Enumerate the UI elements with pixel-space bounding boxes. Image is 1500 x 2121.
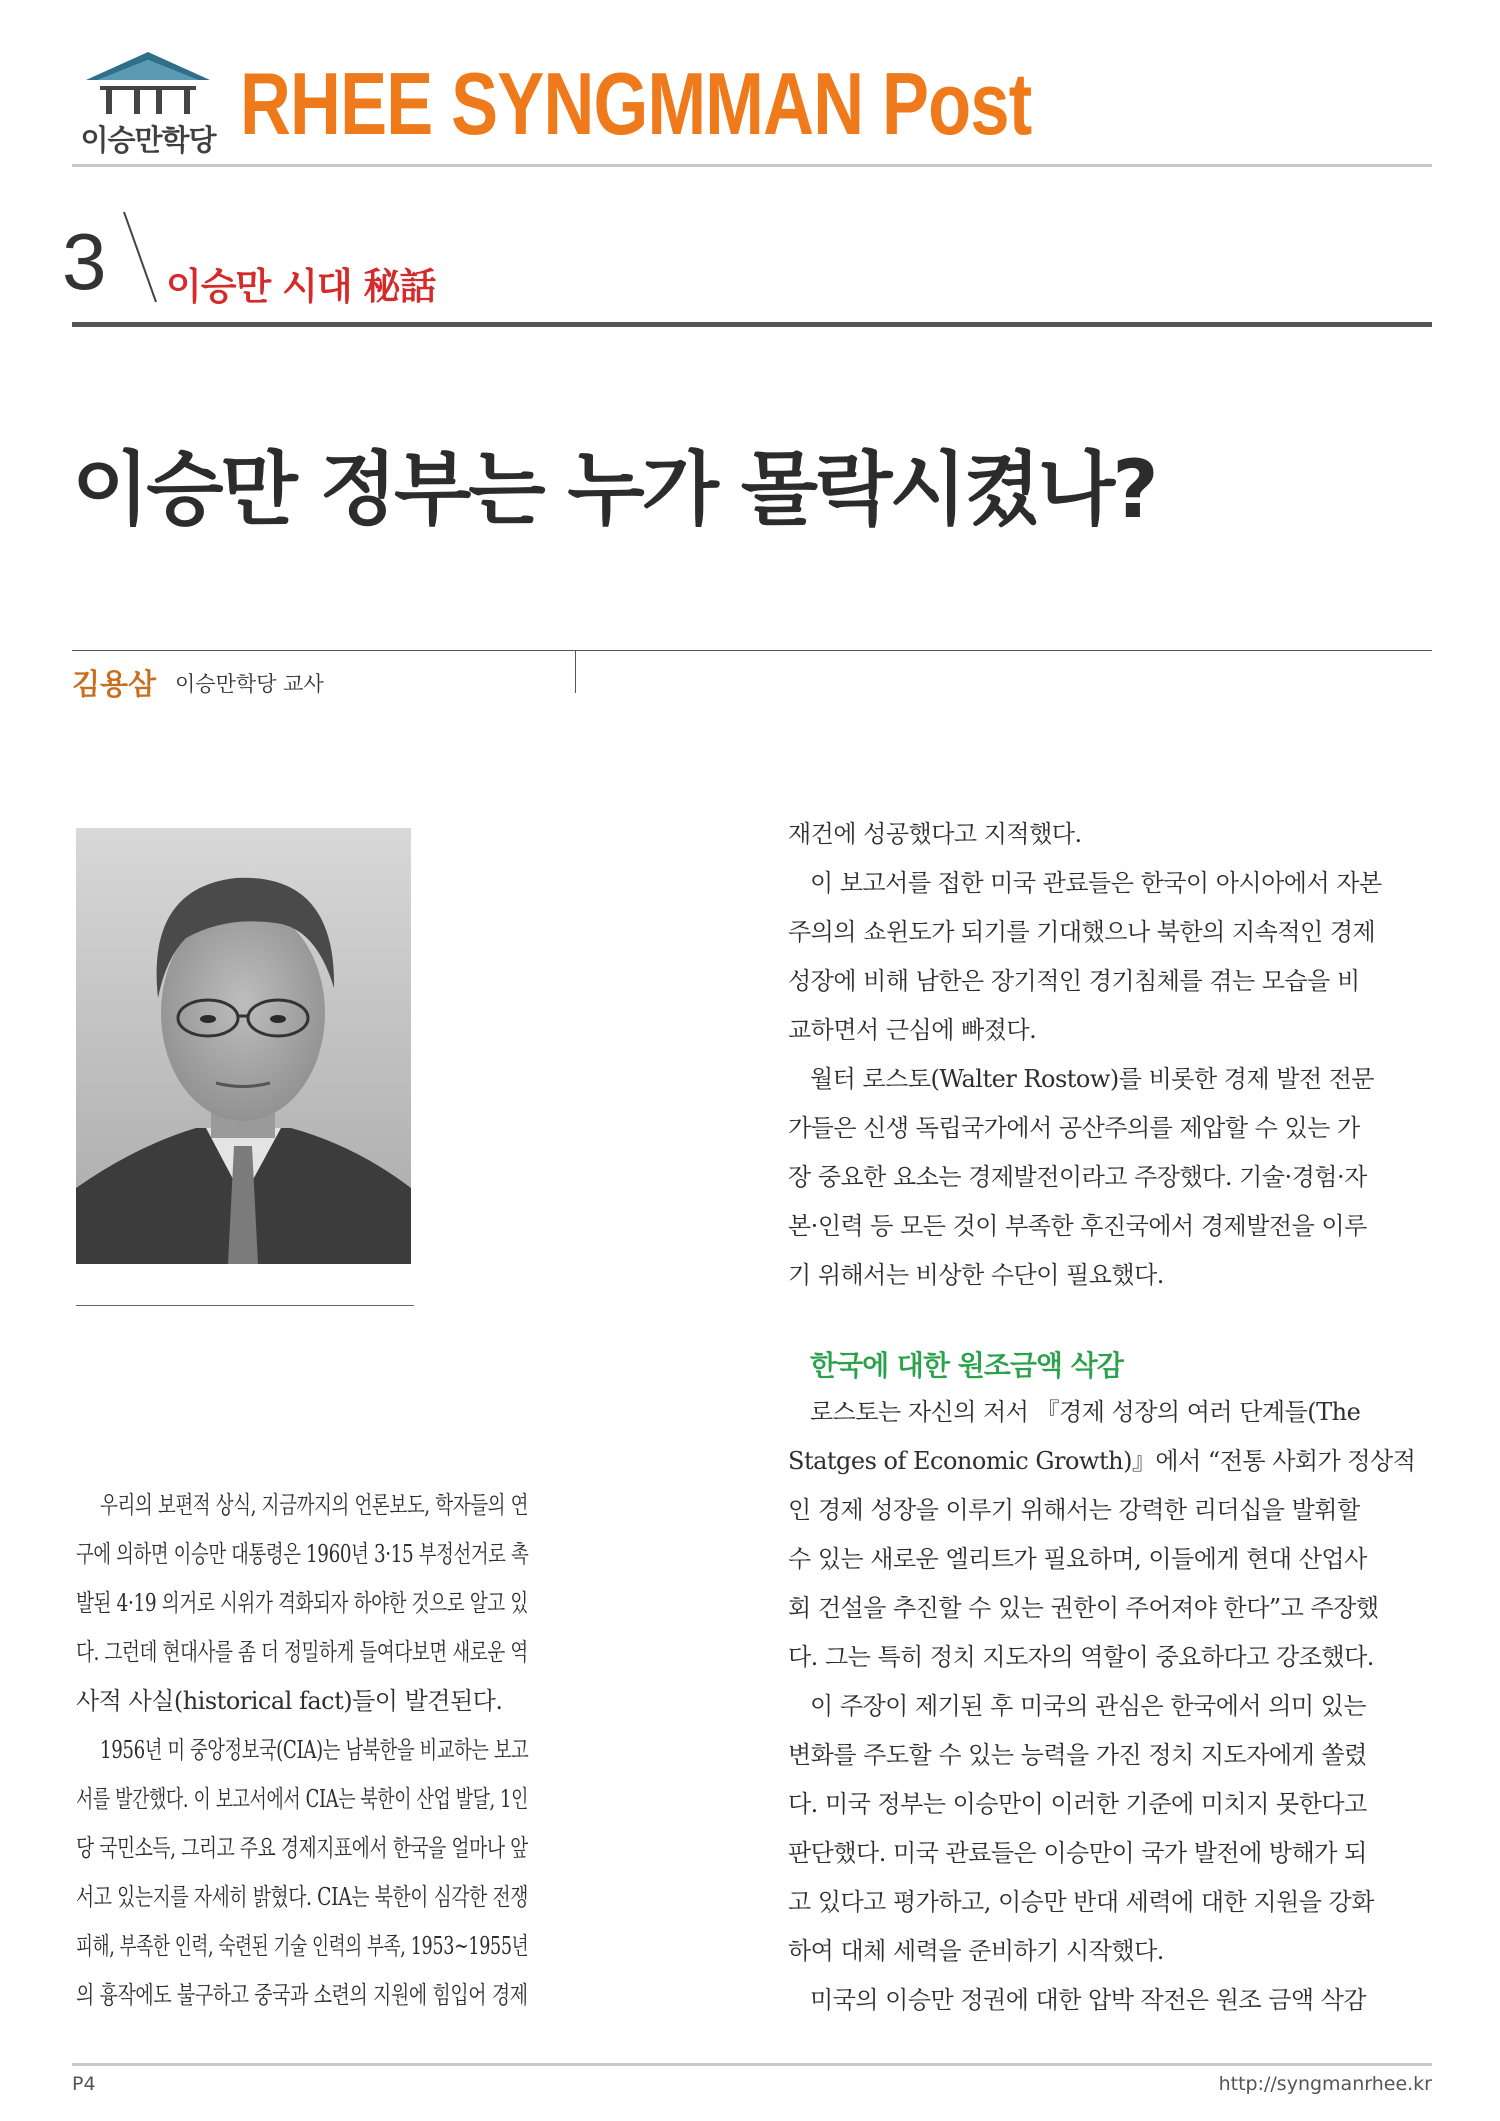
section-label: 이승만 시대 秘話	[166, 265, 436, 308]
right-column-line: 성장에 비해 남한은 장기적인 경기침체를 겪는 모습을 비	[788, 967, 1360, 995]
right-column-line: 변화를 주도할 수 있는 능력을 가진 정치 지도자에게 쏠렸	[788, 1741, 1367, 1769]
right-column-line: 본·인력 등 모든 것이 부족한 후진국에서 경제발전을 이루	[788, 1212, 1367, 1240]
right-column-line: 회 건설을 추진할 수 있는 권한이 주어져야 한다”고 주장했	[788, 1594, 1379, 1622]
right-column-line: 기 위해서는 비상한 수단이 필요했다.	[788, 1261, 1164, 1289]
right-column-line: 교하면서 근심에 빠졌다.	[788, 1016, 1037, 1044]
house-logo-icon	[86, 52, 210, 116]
right-column-line: 인 경제 성장을 이루기 위해서는 강력한 리더십을 발휘할	[788, 1496, 1360, 1524]
left-column-line: 다. 그런데 현대사를 좀 더 정밀하게 들여다보면 새로운 역	[76, 1638, 528, 1666]
right-column-line: 월터 로스토(Walter Rostow)를 비롯한 경제 발전 전문	[810, 1065, 1375, 1093]
logo-text: 이승만학당	[80, 123, 216, 157]
left-column-line: 구에 의하면 이승만 대통령은 1960년 3·15 부정선거로 촉	[76, 1540, 529, 1568]
right-column-line: 다. 그는 특히 정치 지도자의 역할이 중요하다고 강조했다.	[788, 1643, 1374, 1671]
left-column-line: 서고 있는지를 자세히 밝혔다. CIA는 북한이 심각한 전쟁	[76, 1883, 529, 1911]
masthead-logo	[68, 52, 228, 157]
author-name: 김용삼	[72, 667, 157, 701]
author-photo	[76, 828, 411, 1264]
right-column-line: 장 중요한 요소는 경제발전이라고 주장했다. 기술·경험·자	[788, 1163, 1367, 1191]
left-column-line: 피해, 부족한 인력, 숙련된 기술 인력의 부족, 1953~1955년	[76, 1932, 529, 1960]
article-headline: 이승만 정부는 누가 몰락시켰나?	[72, 443, 1156, 536]
left-column-line: 발된 4·19 의거로 시위가 격화되자 하야한 것으로 알고 있	[76, 1589, 528, 1617]
left-column-line: 당 국민소득, 그리고 주요 경제지표에서 한국을 얼마나 앞	[76, 1834, 528, 1862]
left-column-line: 우리의 보편적 상식, 지금까지의 언론보도, 학자들의 연	[100, 1491, 529, 1519]
photo-caption-divider	[76, 1305, 414, 1306]
right-column-line: 이 보고서를 접한 미국 관료들은 한국이 아시아에서 자본	[810, 869, 1382, 897]
right-column-line: 재건에 성공했다고 지적했다.	[788, 820, 1082, 848]
masthead-title: RHEE SYNGMMAN Post	[240, 54, 1032, 153]
left-column-line: 사적 사실(historical fact)들이 발견된다.	[76, 1687, 503, 1715]
right-column-line: 가들은 신생 독립국가에서 공산주의를 제압할 수 있는 가	[788, 1114, 1360, 1142]
slash-divider-icon	[120, 210, 160, 306]
author-role: 이승만학당 교사	[175, 672, 324, 696]
right-column-line: 하여 대체 세력을 준비하기 시작했다.	[788, 1937, 1164, 1965]
left-column-line: 1956년 미 중앙정보국(CIA)는 남북한을 비교하는 보고	[100, 1736, 529, 1764]
byline-divider	[72, 650, 1432, 651]
section-number: 3	[62, 217, 107, 306]
footer-url[interactable]: http://syngmanrhee.kr	[1218, 2073, 1432, 2095]
right-column-line: 로스토는 자신의 저서 『경제 성장의 여러 단계들(The	[810, 1398, 1361, 1426]
right-column-line: Statges of Economic Growth)』에서 “전통 사회가 정상적	[788, 1447, 1416, 1475]
right-column-line: 이 주장이 제기된 후 미국의 관심은 한국에서 의미 있는	[810, 1692, 1367, 1720]
left-column-line: 서를 발간했다. 이 보고서에서 CIA는 북한이 산업 발달, 1인	[76, 1785, 529, 1813]
right-column-line: 미국의 이승만 정권에 대한 압박 작전은 원조 금액 삭감	[810, 1986, 1367, 2014]
right-column-line: 다. 미국 정부는 이승만이 이러한 기준에 미치지 못한다고	[788, 1790, 1367, 1818]
left-column-line: 의 흉작에도 불구하고 중국과 소련의 지원에 힘입어 경제	[76, 1981, 528, 2009]
section-divider	[72, 322, 1432, 327]
right-column-line: 수 있는 새로운 엘리트가 필요하며, 이들에게 현대 산업사	[788, 1545, 1367, 1573]
page-number: P4	[72, 2073, 96, 2095]
footer-divider	[72, 2063, 1432, 2066]
right-column-line: 판단했다. 미국 관료들은 이승만이 국가 발전에 방해가 되	[788, 1839, 1367, 1867]
author-portrait-icon	[76, 828, 411, 1264]
right-column-line: 고 있다고 평가하고, 이승만 반대 세력에 대한 지원을 강화	[788, 1888, 1374, 1916]
byline-separator	[575, 651, 576, 693]
masthead-divider	[72, 164, 1432, 167]
right-column-line: 주의의 쇼윈도가 되기를 기대했으나 북한의 지속적인 경제	[788, 918, 1376, 946]
section-subhead: 한국에 대한 원조금액 삭감	[810, 1349, 1123, 1382]
